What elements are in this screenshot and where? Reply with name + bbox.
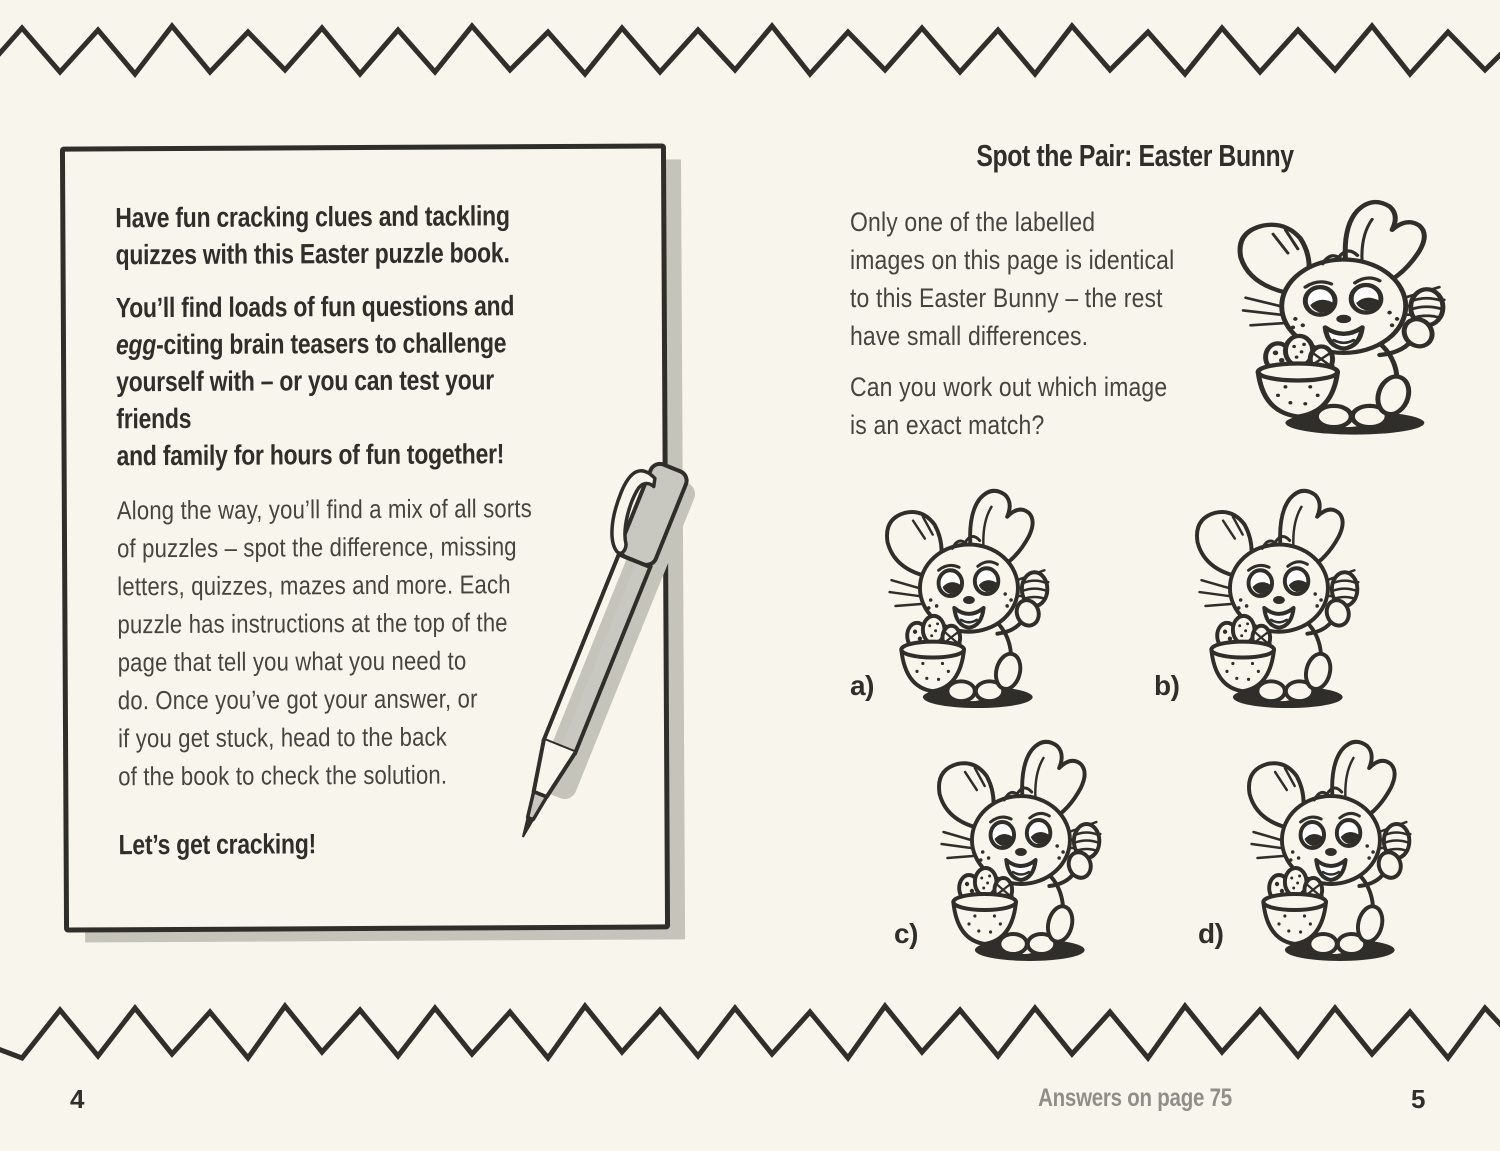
- intro-paragraph-2-line-3: yourself with – or you can test your friends: [116, 364, 494, 435]
- zigzag-border-bottom: [0, 1000, 1500, 1064]
- pen-illustration: [498, 436, 708, 886]
- option-b-label: b): [1154, 670, 1180, 701]
- intro-paragraph-2: [116, 287, 540, 474]
- intro-paragraph-2-line-1: You’ll find loads of fun questions and: [115, 290, 515, 324]
- intro-paragraph-3: Along the way, you’ll find a mix of all sorts of puzzles – spot the difference, missing letters, quizzes, mazes and more. Each puzzle has instructions at the top of the page that tell you what you need to do. Once you’ve got your answer, or if you get stuck, head to the back of the book to check the solution.: [116, 493, 532, 792]
- option-c-label: c): [894, 918, 918, 949]
- option-d-label: d): [1198, 918, 1224, 949]
- page-number-right: 5: [1411, 1084, 1426, 1114]
- intro-paragraph-2-line-2-rest: -citing brain teasers to challenge: [155, 327, 507, 361]
- easter-bunny-reference-illustration: [1216, 198, 1464, 442]
- page-title: Spot the Pair: Easter Bunny: [976, 138, 1294, 173]
- egg-pun-italic: egg: [115, 329, 157, 361]
- answers-footnote: Answers on page 75: [1038, 1084, 1232, 1112]
- intro-paragraph-2-line-4: and family for hours of fun together!: [116, 438, 505, 472]
- easter-bunny-option-c: [920, 738, 1116, 968]
- intro-paragraph-4: Let’s get cracking!: [118, 828, 317, 861]
- puzzle-instructions: [850, 203, 1232, 444]
- puzzle-instructions-2: Can you work out which image is an exact match?: [850, 372, 1168, 440]
- option-a-label: a): [850, 670, 874, 701]
- intro-paragraph-1: Have fun cracking clues and tackling quizzes with this Easter puzzle book.: [115, 200, 510, 271]
- zigzag-border-top: [0, 20, 1500, 82]
- intro-paragraph-2-line-2: [116, 324, 539, 363]
- page-number-left: 4: [70, 1084, 85, 1114]
- easter-bunny-option-a: [868, 487, 1064, 715]
- easter-bunny-option-b: [1178, 487, 1374, 715]
- puzzle-instructions-1: Only one of the labelled images on this page is identical to this Easter Bunny – the rest have small differences.: [850, 207, 1175, 351]
- easter-bunny-option-d: [1230, 738, 1426, 968]
